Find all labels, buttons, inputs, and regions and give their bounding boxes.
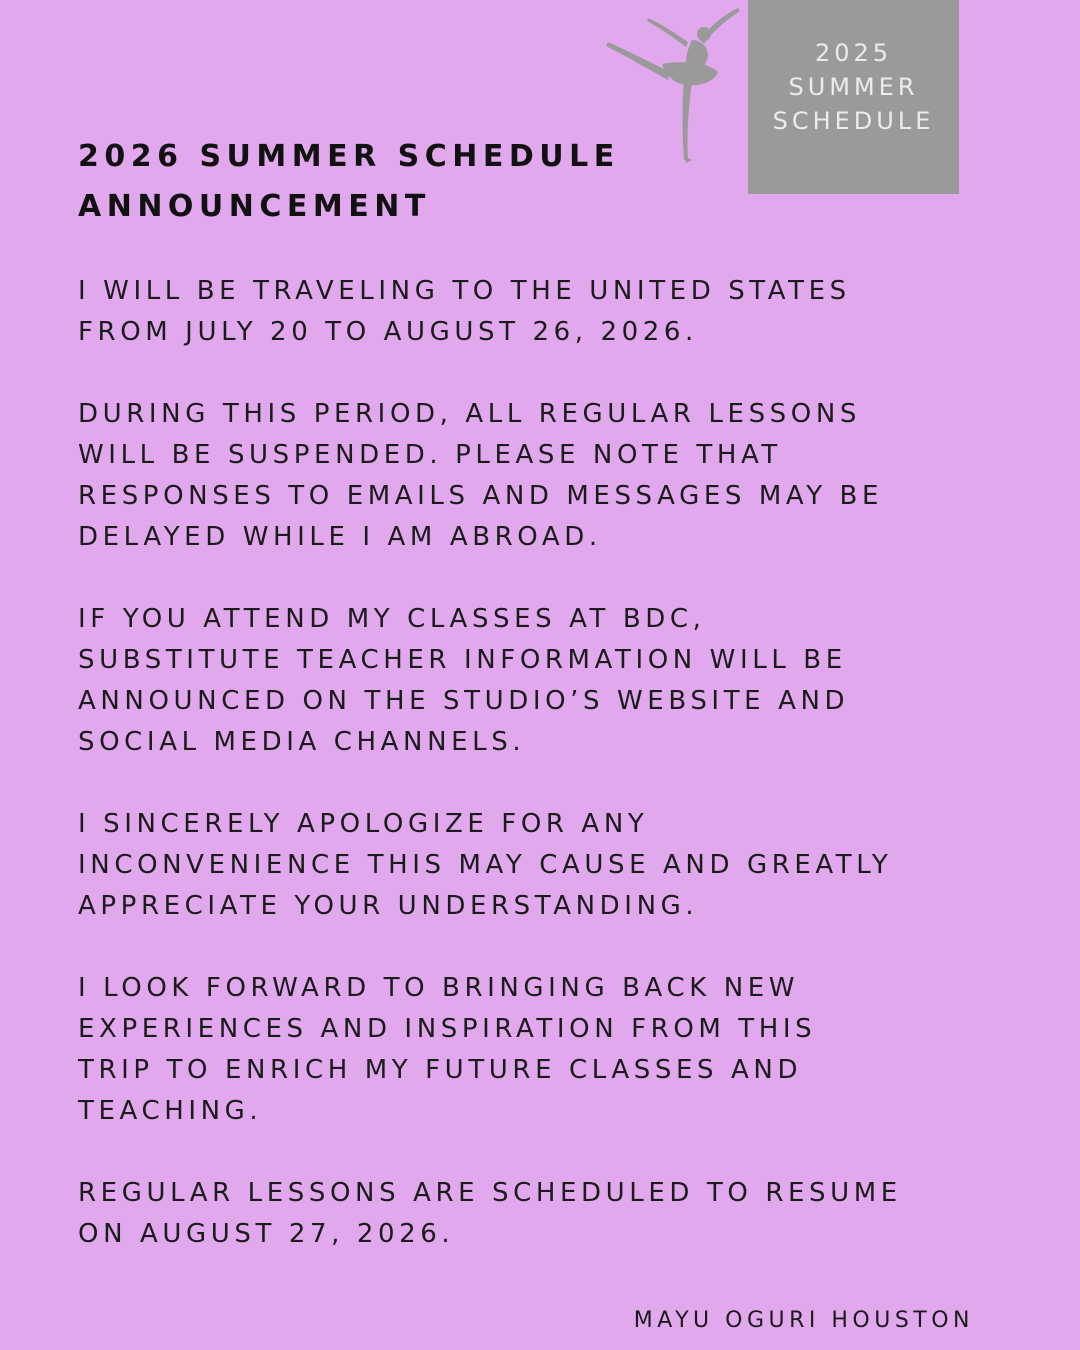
text-line: I LOOK FORWARD TO BRINGING BACK NEW (78, 973, 800, 1003)
badge-line-label: SCHEDULE (772, 107, 935, 135)
text-line: INCONVENIENCE THIS MAY CAUSE AND GREATLY (78, 850, 893, 880)
announcement-body (78, 271, 1038, 1296)
text-line: REGULAR LESSONS ARE SCHEDULED TO RESUME (78, 1178, 902, 1208)
text-line: FROM JULY 20 TO AUGUST 26, 2026. (78, 317, 698, 347)
badge-line-year: 2025 (814, 39, 893, 67)
text-line: APPRECIATE YOUR UNDERSTANDING. (78, 891, 699, 921)
text-line: WILL BE SUSPENDED. PLEASE NOTE THAT (78, 440, 782, 470)
paragraph-lessons-suspended (78, 394, 1038, 558)
paragraph-apology (78, 804, 1038, 927)
text-line: EXPERIENCES AND INSPIRATION FROM THIS (78, 1014, 817, 1044)
title-line: ANNOUNCEMENT (78, 189, 431, 224)
title-line: 2026 SUMMER SCHEDULE (78, 139, 620, 174)
paragraph-substitute-info (78, 599, 1038, 763)
badge-line-season: SUMMER (788, 73, 919, 101)
text-line: ANNOUNCED ON THE STUDIO’S WEBSITE AND (78, 686, 850, 716)
page-title (78, 132, 758, 232)
text-line: IF YOU ATTEND MY CLASSES AT BDC, (78, 604, 706, 634)
paragraph-looking-forward (78, 968, 1038, 1132)
year-badge (748, 0, 959, 194)
text-line: TRIP TO ENRICH MY FUTURE CLASSES AND (78, 1055, 803, 1085)
text-line: SUBSTITUTE TEACHER INFORMATION WILL BE (78, 645, 847, 675)
text-line: DELAYED WHILE I AM ABROAD. (78, 522, 602, 552)
signature: MAYU OGURI HOUSTON (633, 1308, 974, 1333)
text-line: I SINCERELY APOLOGIZE FOR ANY (78, 809, 649, 839)
text-line: RESPONSES TO EMAILS AND MESSAGES MAY BE (78, 481, 884, 511)
text-line: I WILL BE TRAVELING TO THE UNITED STATES (78, 276, 851, 306)
text-line: TEACHING. (78, 1096, 263, 1126)
text-line: SOCIAL MEDIA CHANNELS. (78, 727, 526, 757)
paragraph-resume-date (78, 1173, 1038, 1255)
text-line: ON AUGUST 27, 2026. (78, 1219, 455, 1249)
paragraph-travel-dates (78, 271, 1038, 353)
text-line: DURING THIS PERIOD, ALL REGULAR LESSONS (78, 399, 861, 429)
